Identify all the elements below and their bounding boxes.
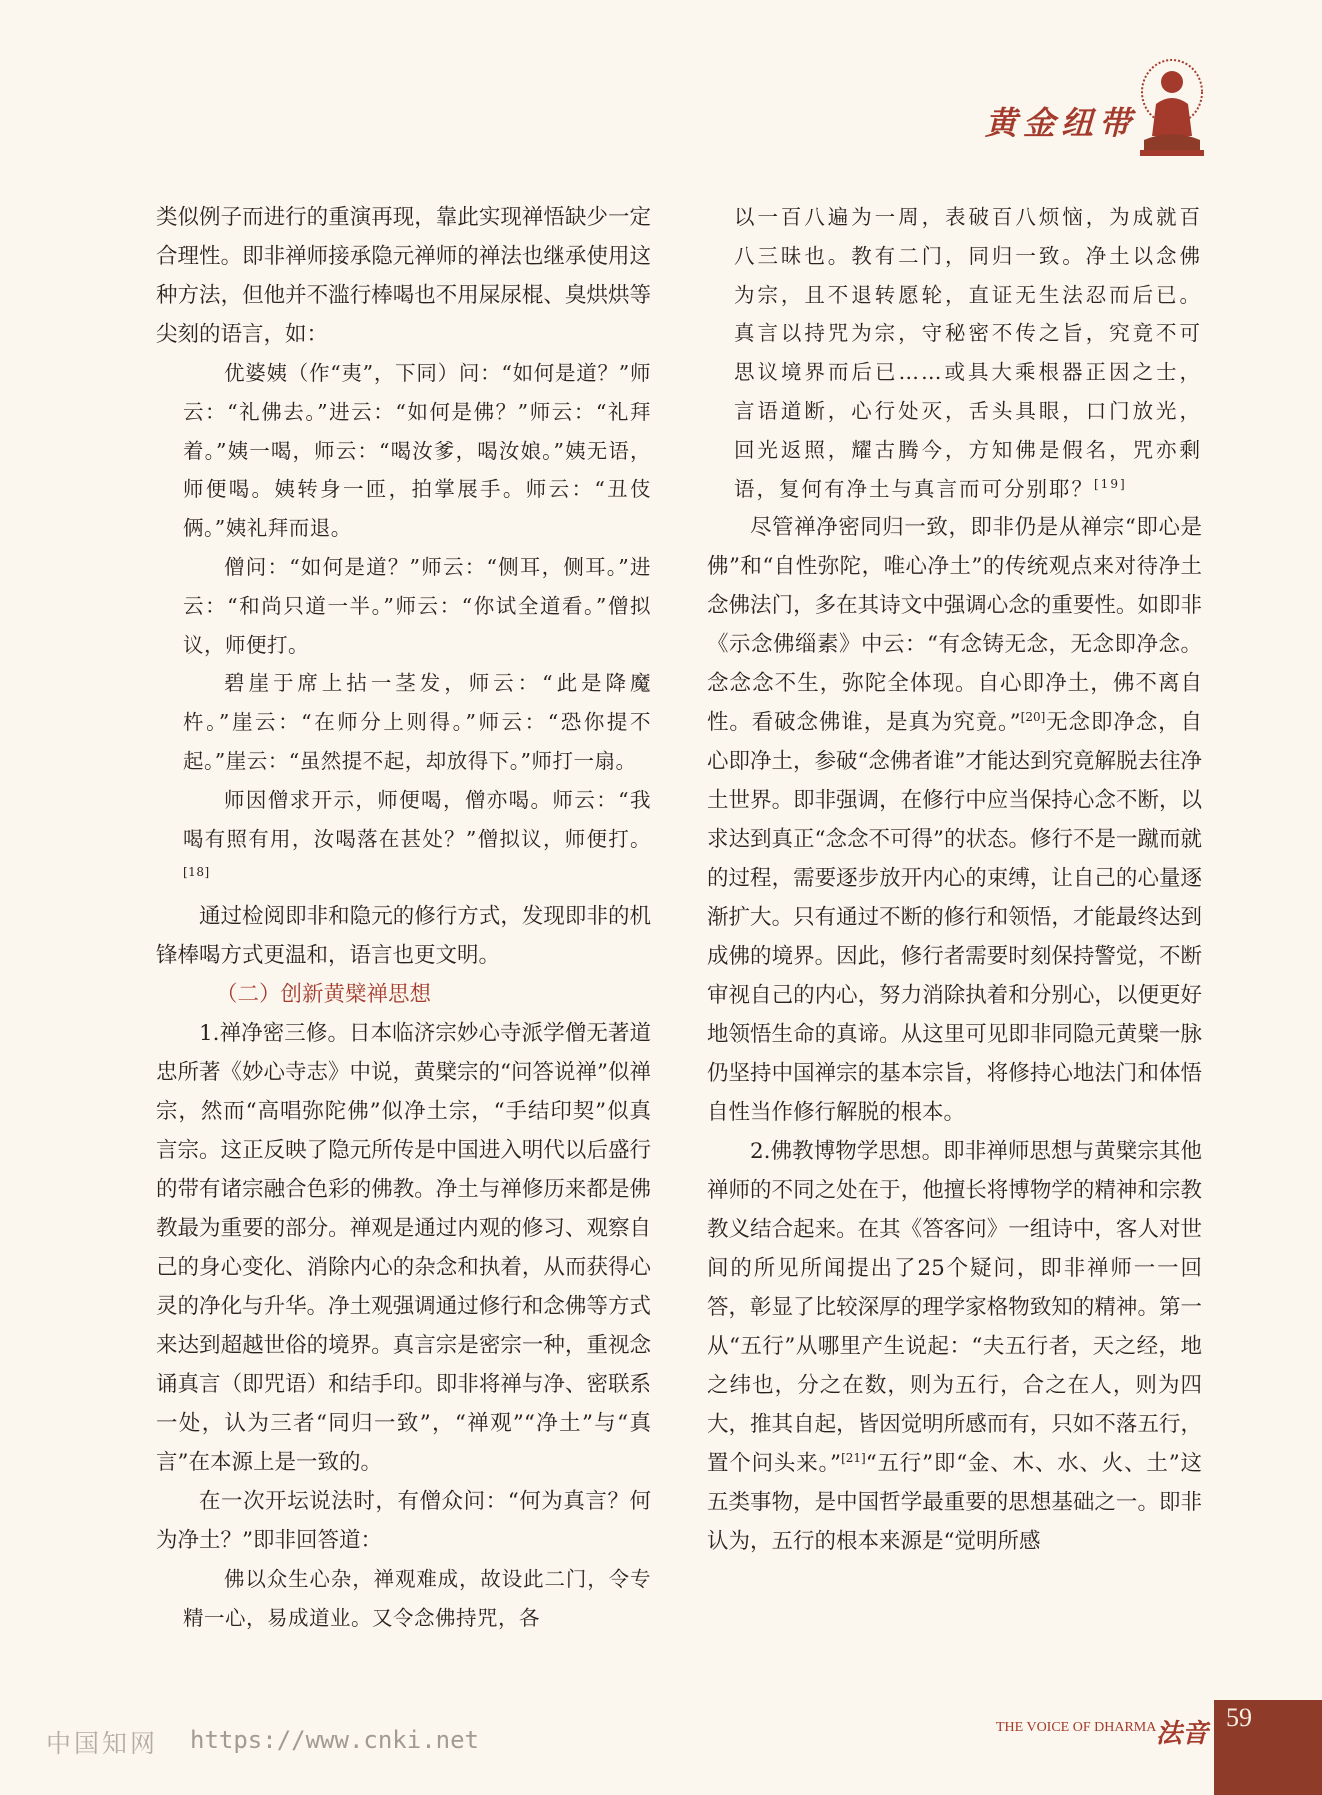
left-column bbox=[156, 198, 651, 1638]
footnote-ref: [20] bbox=[1020, 710, 1046, 725]
paragraph bbox=[707, 508, 1202, 1132]
cnki-url: https://www.cnki.net bbox=[190, 1726, 479, 1754]
quote: 佛以众生心杂，禅观难成，故设此二门，令专精一心，易成道业。又令念佛持咒，各 bbox=[183, 1567, 651, 1630]
section-heading: （二）创新黄檗禅思想 bbox=[216, 982, 432, 1008]
quote: 优婆姨（作“夷”，下同）问：“如何是道？”师云：“礼佛去。”进云：“如何是佛？”师云：“礼拜着。”姨一喝，师云：“喝汝爹，喝汝娘。”姨无语，师便喝。姨转身一匝，拍掌展手。师云：“丑伎俩。”姨礼拜而退。 bbox=[183, 361, 651, 541]
paragraph-text: 无念即净念，自心即净土，参破“念佛者谁”才能达到究竟解脱去往净土世界。即非强调，在修行中应当保持心念不断，以求达到真正“念念不可得”的状态。修行不是一蹴而就的过程，需要逐步放开内心的束缚，让自己的心量逐渐扩大。只有通过不断的修行和领悟，才能最终达到成佛的境界。因此，修行者需要时刻保持警觉，不断审视自己的内心，努力消除执着和分别心，以便更好地领悟生命的真谛。从这里可见即非同隐元黄檗一脉仍坚持中国禅宗的基本宗旨，将修持心地法门和体悟自性当作修行解脱的根本。 bbox=[707, 710, 1202, 1126]
paragraph: 1.禅净密三修。日本临济宗妙心寺派学僧无著道忠所著《妙心寺志》中说，黄檗宗的“问答说禅”似禅宗，然而“高唱弥陀佛”似净土宗，“手结印契”似真言宗。这正反映了隐元所传是中国进入明代以后盛行的带有诸宗融合色彩的佛教。净土与禅修历来都是佛教最为重要的部分。禅观是通过内观的修习、观察自己的身心变化、消除内心的杂念和执着，从而获得心灵的净化与升华。净土观强调通过修行和念佛等方式来达到超越世俗的境界。真言宗是密宗一种，重视念诵真言（即咒语）和结手印。即非将禅与净、密联系一处，认为三者“同归一致”，“禅观”“净土”与“真言”在本源上是一致的。 bbox=[156, 1021, 651, 1476]
section-title: 黄金纽带 bbox=[985, 104, 1138, 142]
paragraph-text: “五行”即“金、木、水、火、土”这五类事物，是中国哲学最重要的思想基础之一。即非认为，五行的根本来源是“觉明所感 bbox=[707, 1451, 1202, 1555]
paragraph: 通过检阅即非和隐元的修行方式，发现即非的机锋棒喝方式更温和，语言也更文明。 bbox=[156, 904, 651, 969]
quote bbox=[707, 198, 1202, 508]
paragraph: 类似例子而进行的重演再现，靠此实现禅悟缺少一定合理性。即非禅师接承隐元禅师的禅法也继承使用这种方法，但他并不滥行棒喝也不用屎尿棍、臭烘烘等尖刻的语言，如： bbox=[156, 205, 651, 347]
magazine-name-en: THE VOICE OF DHARMA bbox=[996, 1720, 1157, 1735]
buddha-statue-icon bbox=[1136, 58, 1208, 158]
quote-text: 以一百八遍为一周，表破百八烦恼，为成就百八三昧也。教有二门，同归一致。净土以念佛为宗，且不退转愿轮，直证无生法忍而后已。真言以持咒为宗，守秘密不传之旨，究竟不可思议境界而后已……或具大乘根器正因之士，言语道断，心行处灭，舌头具眼，口门放光，回光返照，耀古腾今，方知佛是假名，咒亦剩语，复何有净土与真言而可分别耶？ bbox=[734, 205, 1202, 501]
footnote-ref: [18] bbox=[183, 865, 210, 880]
footnote-ref: [19] bbox=[1094, 476, 1127, 491]
quote-text: 师因僧求开示，师便喝，僧亦喝。师云：“我喝有照有用，汝喝落在甚处？”僧拟议，师便打。 bbox=[183, 787, 651, 851]
quote bbox=[156, 781, 651, 897]
quote: 碧崖于席上拈一茎发，师云：“此是降魔杵。”崖云：“在师分上则得。”师云：“恐你提不起。”崖云：“虽然提不起，却放得下。”师打一扇。 bbox=[183, 671, 651, 773]
cnki-watermark: 中国知网 bbox=[46, 1729, 159, 1758]
paragraph-text: 尽管禅净密同归一致，即非仍是从禅宗“即心是佛”和“自性弥陀，唯心净土”的传统观点来对待净土念佛法门，多在其诗文中强调心念的重要性。如即非《示念佛缁素》中云：“有念铸无念，无念即净念。念念念不生，弥陀全体现。自心即净土，佛不离自性。看破念佛谁，是真为究竟。” bbox=[707, 515, 1202, 736]
magazine-name-cn: 法音 bbox=[1156, 1719, 1209, 1749]
right-column bbox=[707, 198, 1202, 1561]
paragraph-text: 2.佛教博物学思想。即非禅师思想与黄檗宗其他禅师的不同之处在于，他擅长将博物学的精神和宗教教义结合起来。在其《答客问》一组诗中，客人对世间的所见所闻提出了25个疑问，即非禅师一一回答，彰显了比较深厚的理学家格物致知的精神。第一从“五行”从哪里产生说起：“夫五行者，天之经，地之纬也，分之在数，则为五行，合之在人，则为四大，推其自起，皆因觉明所感而有，只如不落五行，置个问头来。” bbox=[707, 1139, 1202, 1477]
quote: 僧问：“如何是道？”师云：“侧耳，侧耳。”进云：“和尚只道一半。”师云：“你试全道看。”僧拟议，师便打。 bbox=[183, 554, 651, 657]
paragraph: 在一次开坛说法时，有僧众问：“何为真言？何为净土？”即非回答道： bbox=[156, 1489, 651, 1554]
page-number: 59 bbox=[1226, 1703, 1252, 1732]
paragraph bbox=[707, 1132, 1202, 1561]
footnote-ref: [21] bbox=[841, 1451, 866, 1466]
